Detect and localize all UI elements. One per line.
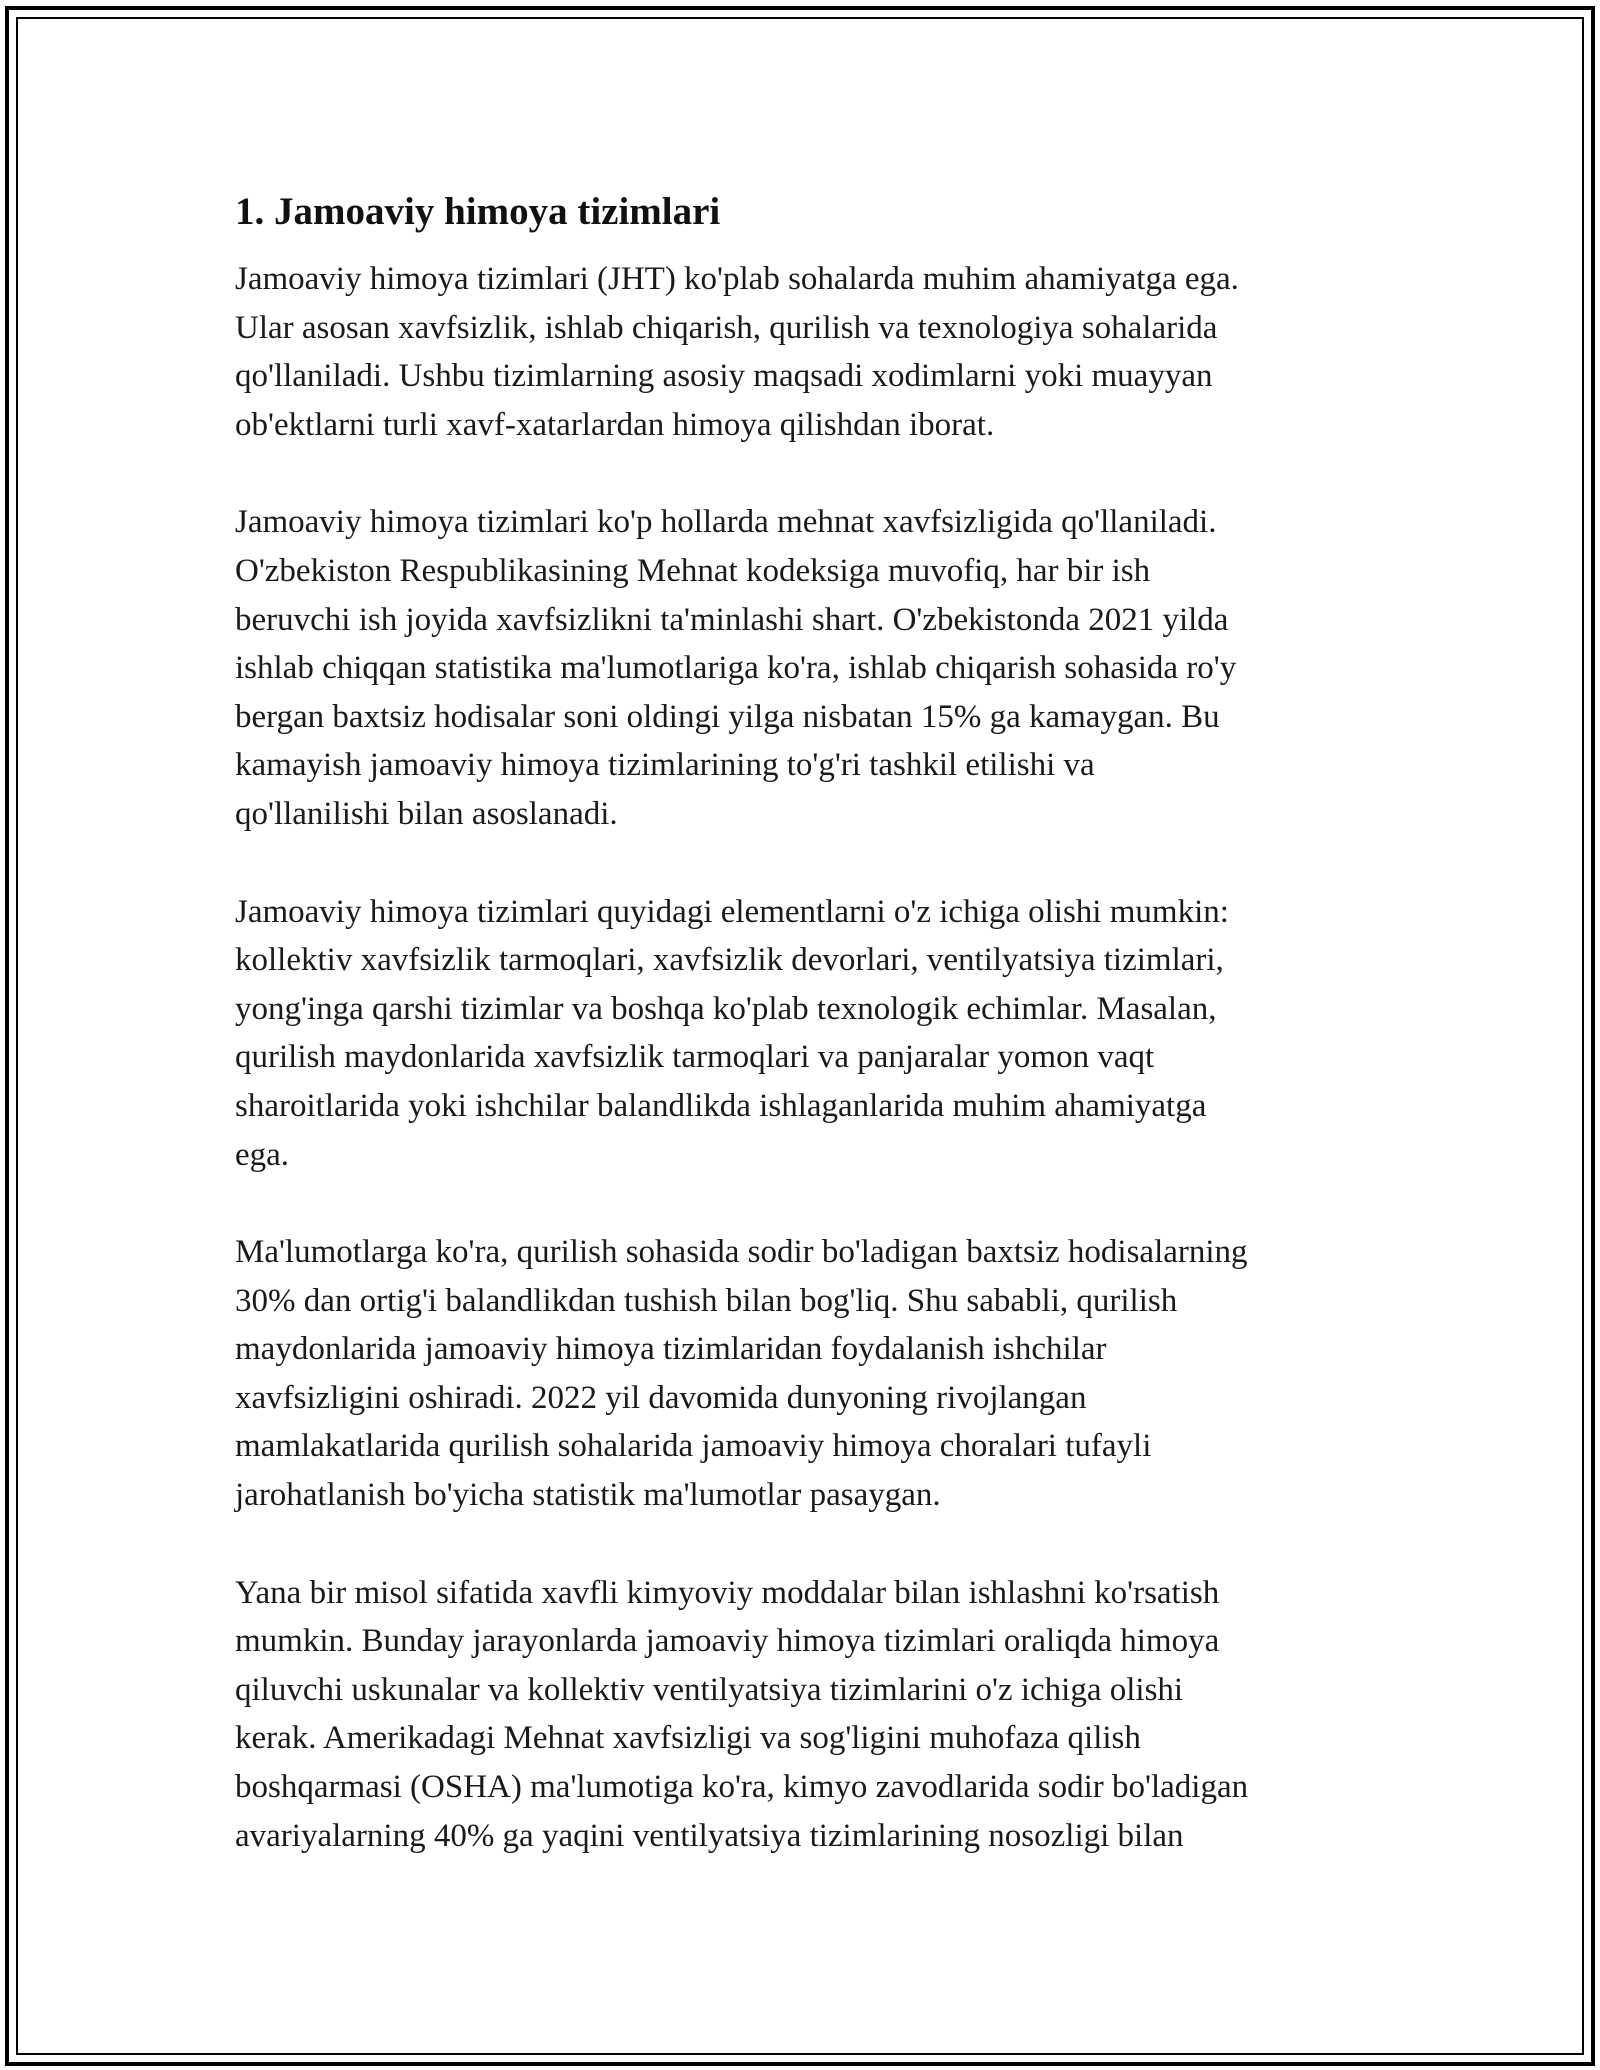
paragraph-2: Jamoaviy himoya tizimlari ko'p hollarda mehnat xavfsizligida qo'llaniladi. O'zbekiston Respublikasining Mehnat kodeksiga muvofiq, har bir ish beruvchi ish joyida xavfsizlikni ta'minlashi shart. O'zbekistonda 2021 yilda ishlab chiqqan statistika ma'lumotlariga ko'ra, ishlab chiqarish sohasida ro'y bergan baxtsiz hodisalar soni oldingi yilga nisbatan 15% ga kamaygan. Bu kamayish jamoaviy himoya tizimlarining to'g'ri tashkil etilishi va qo'llanilishi bilan asoslanadi.: [235, 504, 1237, 832]
paragraph-4: Ma'lumotlarga ko'ra, qurilish sohasida sodir bo'ladigan baxtsiz hodisalarning 30% dan ortig'i balandlikdan tushish bilan bog'liq. Shu sababli, qurilish maydonlarida jamoaviy himoya tizimlaridan foydalanish ishchilar xavfsizligini oshiradi. 2022 yil davomida dunyoning rivojlangan mamlakatlarida qurilish sohalarida jamoaviy himoya choralari tufayli jarohatlanish bo'yicha statistik ma'lumotlar pasaygan.: [235, 1234, 1248, 1514]
paragraph-5: Yana bir misol sifatida xavfli kimyoviy moddalar bilan ishlashni ko'rsatish mumkin. Bunday jarayonlarda jamoaviy himoya tizimlari oraliqda himoya qiluvchi uskunalar va kollektiv ventilyatsiya tizimlarini o'z ichiga olishi kerak. Amerikadagi Mehnat xavfsizligi va sog'ligini muhofaza qilish boshqarmasi (OSHA) ma'lumotiga ko'ra, kimyo zavodlarida sodir bo'ladigan avariyalarning 40% ga yaqini ventilyatsiya tizimlarining nosozligi bilan: [235, 1574, 1249, 1854]
document-body: [235, 186, 1375, 1909]
paragraph-1: Jamoaviy himoya tizimlari (JHT) ko'plab sohalarda muhim ahamiyatga ega. Ular asosan xavfsizlik, ishlab chiqarish, qurilish va texnologiya sohalarida qo'llaniladi. Ushbu tizimlarning asosiy maqsadi xodimlarni yoki muayyan ob'ektlarni turli xavf-xatarlardan himoya qilishdan iborat.: [235, 261, 1239, 443]
paragraph-3: Jamoaviy himoya tizimlari quyidagi elementlarni o'z ichiga olishi mumkin: kollektiv xavfsizlik tarmoqlari, xavfsizlik devorlari, ventilyatsiya tizimlari, yong'inga qarshi tizimlar va boshqa ko'plab texnologik echimlar. Masalan, qurilish maydonlarida xavfsizlik tarmoqlari va panjaralar yomon vaqt sharoitlarida yoki ishchilar balandlikda ishlaganlarida muhim ahamiyatga ega.: [235, 893, 1229, 1173]
section-heading: 1. Jamoaviy himoya tizimlari: [235, 190, 721, 233]
